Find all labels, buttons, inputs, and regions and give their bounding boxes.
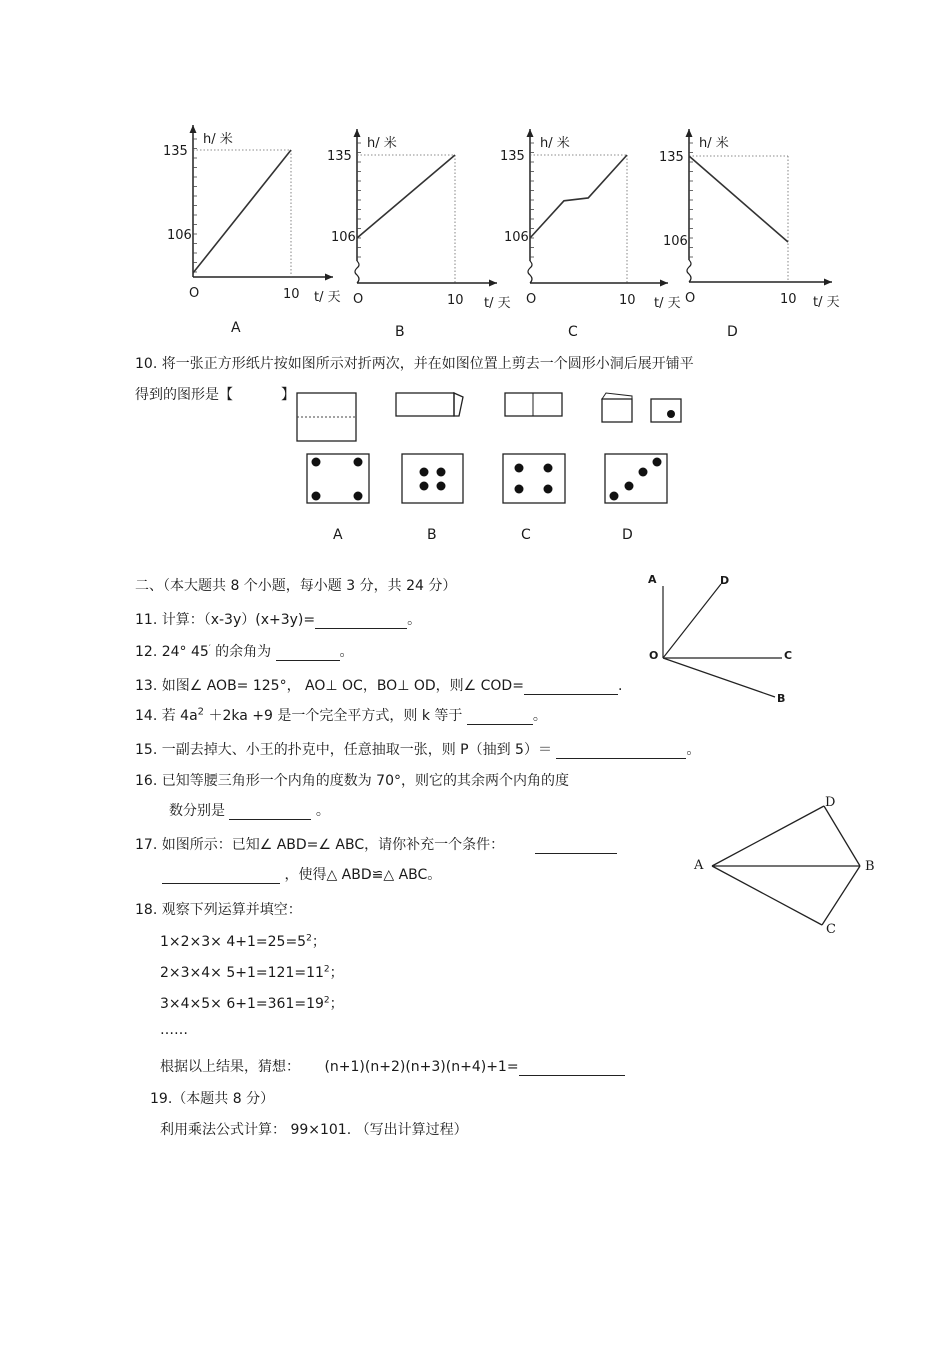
q12-end: 。: [339, 644, 354, 660]
q10-prompt: 得到的图形是【: [135, 387, 233, 403]
q14-text-a: 若 4a: [161, 708, 198, 724]
graph-c-x-label: t/ 天: [654, 296, 681, 311]
q18-line-3: [160, 993, 344, 1013]
q17-number: 17.: [135, 837, 158, 853]
graph-d-origin: O: [685, 291, 696, 306]
q15-end: 。: [686, 742, 701, 758]
q14-text-b: ＋2ka +9 是一个完全平方式，则 k 等于: [208, 708, 463, 724]
graph-b-option-letter: B: [395, 324, 405, 340]
q18-line-2-end: ；: [329, 965, 344, 981]
q18-line-1-end: ；: [311, 934, 326, 950]
graph-b-x-label: t/ 天: [484, 296, 511, 311]
graph-c-option-letter: C: [568, 324, 578, 340]
q16-line2: 数分别是: [169, 803, 225, 819]
q12-angle: 24° 45: [161, 644, 209, 660]
q17-line2: ，使得△ ABD≌△ ABC。: [284, 867, 442, 883]
q11-number: 11.: [135, 612, 158, 628]
q13-end: .: [617, 678, 623, 694]
graph-a-y-label: h/ 米: [203, 132, 233, 147]
q18-number: 18.: [135, 902, 158, 918]
q18-line-3-text: 3×4×5× 6+1=361=19: [160, 996, 324, 1012]
q14-end: 。: [532, 708, 547, 724]
q18-title: 观察下列运算并填空：: [161, 902, 302, 918]
graph-a-x-label: t/ 天: [314, 290, 341, 305]
fig17-label-b: B: [865, 859, 875, 874]
q10-line1: 10. 将一张正方形纸片按如图所示对折两次，并在如图位置上剪去一个圆形小洞后展开铺平: [135, 356, 694, 372]
graph-c-y-135: 135: [500, 149, 525, 164]
graph-c-y-106: 106: [504, 230, 529, 245]
graph-d-y-label: h/ 米: [699, 136, 729, 151]
q12-prime: ′: [208, 643, 211, 653]
graph-a-origin: O: [189, 286, 200, 301]
q16-line1: 已知等腰三角形一个内角的度数为 70°，则它的其余两个内角的度: [161, 773, 569, 789]
graph-d-y-135: 135: [659, 150, 684, 165]
graph-c-origin: O: [526, 292, 537, 307]
fig17-label-c: C: [826, 922, 836, 937]
q14-number: 14.: [135, 708, 158, 724]
graph-a-x-10: 10: [283, 287, 300, 302]
q10-option-c-label: C: [521, 527, 531, 543]
graph-a-y-135: 135: [163, 144, 188, 159]
fig17-label-a: A: [694, 858, 704, 873]
section-2-header: 二、（本大题共 8 个小题，每小题 3 分，共 24 分）: [135, 578, 457, 594]
q19-text: 利用乘法公式计算： 99×101. （写出计算过程）: [160, 1122, 468, 1138]
q18-line-3-end: ；: [329, 996, 344, 1012]
q18-line-1-text: 1×2×3× 4+1=25=5: [160, 934, 307, 950]
q15-number: 15.: [135, 742, 158, 758]
q12-text: 的余角为: [215, 644, 272, 660]
graph-d-option-letter: D: [727, 324, 738, 340]
q18-line-2: [160, 962, 344, 982]
q12-number: 12.: [135, 644, 158, 660]
q18-line-2-text: 2×3×4× 5+1=121=11: [160, 965, 324, 981]
q16-end: 。: [315, 803, 330, 819]
q10-bracket-close: 】: [281, 387, 295, 403]
q18-guess-expr: (n+1)(n+2)(n+3)(n+4)+1=: [324, 1059, 519, 1075]
q18-line-3-exp: 2: [323, 995, 330, 1006]
q18-guess-label: 根据以上结果，猜想：: [160, 1059, 300, 1075]
fig13-label-d: D: [720, 574, 730, 587]
graph-d-x-10: 10: [780, 292, 797, 307]
q18-line-1-exp: 2: [306, 933, 312, 944]
graph-b-y-label: h/ 米: [367, 136, 397, 151]
q15-text: 一副去掉大、小王的扑克中，任意抽取一张，则 P（抽到 5）＝: [161, 742, 552, 758]
q13-number: 13.: [135, 678, 158, 694]
q19-header: 19.（本题共 8 分）: [150, 1091, 275, 1107]
q18-guess: [160, 1056, 625, 1076]
q13-text: 如图∠ AOB= 125°， AO⊥ OC，BO⊥ OD，则∠ COD=: [161, 678, 524, 694]
q11-end: 。: [407, 612, 422, 628]
q11-text: 计算：（x-3y）(x+3y)=: [161, 612, 316, 628]
fig13-label-o: O: [649, 649, 659, 662]
graph-d-x-label: t/ 天: [813, 295, 840, 310]
q10-option-d-label: D: [622, 527, 633, 543]
q18-answer-blank[interactable]: [519, 1061, 625, 1076]
q16-number: 16.: [135, 773, 158, 789]
graph-c-x-10: 10: [619, 293, 636, 308]
graph-b-x-10: 10: [447, 293, 464, 308]
fig17-label-d: D: [825, 795, 836, 810]
graph-c-y-label: h/ 米: [540, 136, 570, 151]
fig13-label-c: C: [784, 649, 793, 662]
q17-line1: 如图所示：已知∠ ABD=∠ ABC，请你补充一个条件：: [161, 837, 505, 853]
graph-b-origin: O: [353, 292, 364, 307]
q10-option-b-label: B: [427, 527, 437, 543]
q18-line-2-exp: 2: [323, 964, 330, 975]
graph-a-y-106: 106: [167, 228, 192, 243]
graph-a-option-letter: A: [231, 320, 241, 336]
q10-option-a-label: A: [333, 527, 343, 543]
graph-b-y-106: 106: [331, 230, 356, 245]
graph-d-y-106: 106: [663, 234, 688, 249]
q14-exponent: 2: [197, 706, 205, 718]
graph-b-y-135: 135: [327, 149, 352, 164]
fig13-label-a: A: [648, 573, 657, 586]
fig13-label-b: B: [777, 692, 786, 705]
q18-ellipsis: ……: [160, 1022, 188, 1038]
